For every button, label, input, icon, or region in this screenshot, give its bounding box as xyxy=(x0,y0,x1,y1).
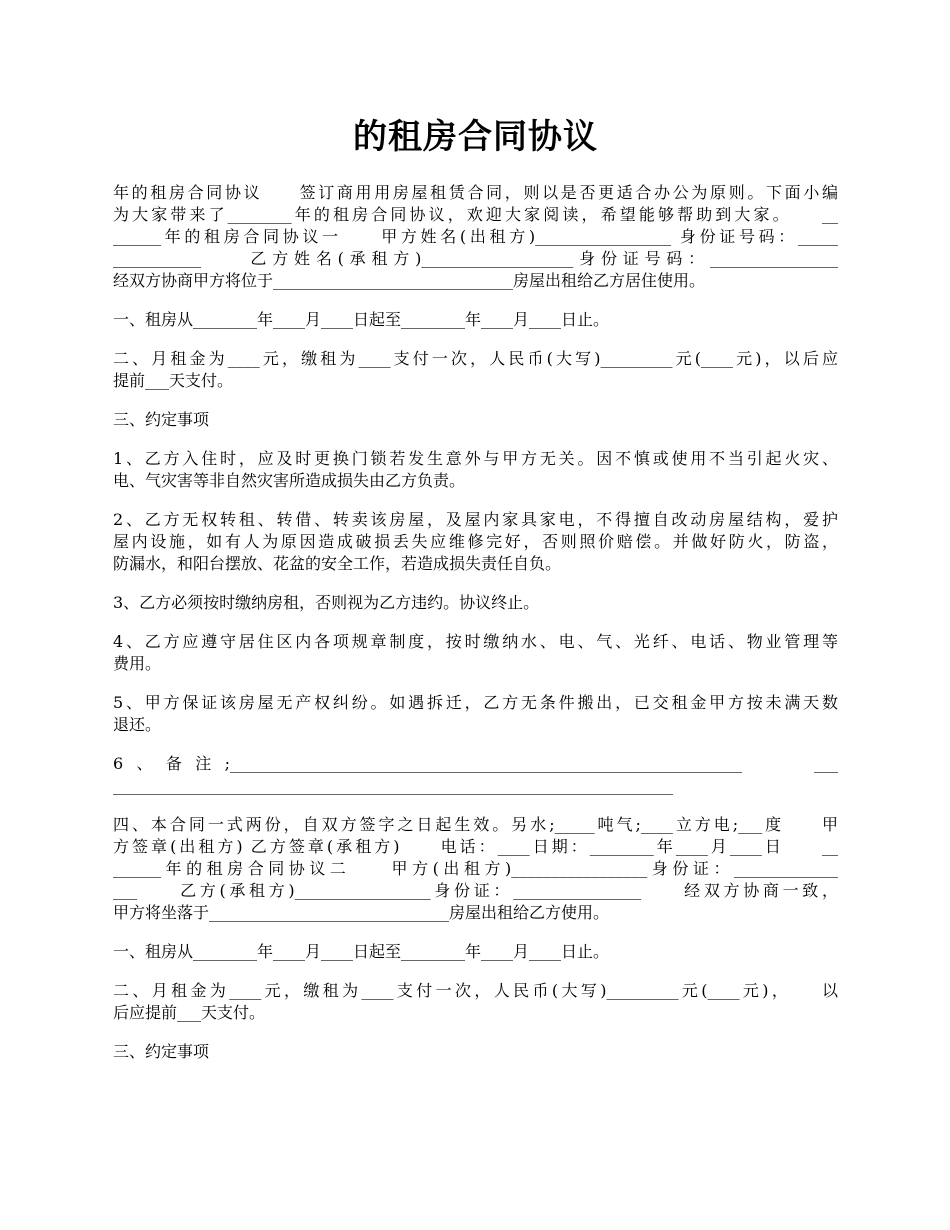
text-line: 方签章(出租方) 乙方签章(承租方) 电话：____日期：________年____月____日 __ xyxy=(113,837,838,856)
clause-3-heading-2 xyxy=(113,1041,838,1063)
text-line: 一、租房从________年____月____日起至________年____月____日止。 xyxy=(113,310,610,329)
text-line: 甲方将坐落于______________________________房屋出租给乙方使用。 xyxy=(113,903,610,922)
text-line: 提前___天支付。 xyxy=(113,371,234,390)
clause-1-rent-period xyxy=(113,309,838,331)
page-title: 的租房合同协议 xyxy=(353,117,598,157)
text-line: 三、约定事项 xyxy=(113,1042,210,1061)
text-line: 2、乙方无权转租、转借、转卖该房屋，及屋内家具家电，不得擅自改动房屋结构，爱护 xyxy=(113,510,838,529)
clause-2-monthly-rent xyxy=(113,348,838,392)
item-1 xyxy=(113,448,838,492)
item-4 xyxy=(113,631,838,675)
text-line: ___ 乙方(承租方)_________________身份证：________________ 经双方协商一致， xyxy=(113,881,838,900)
item-5 xyxy=(113,692,838,736)
item-2 xyxy=(113,509,838,575)
clause-4-and-contract-two xyxy=(113,814,838,924)
clause-2-monthly-rent-2 xyxy=(113,980,838,1024)
text-line: 后应提前___天支付。 xyxy=(113,1003,266,1022)
item-3 xyxy=(113,592,838,614)
text-line: 为大家带来了________年的租房合同协议，欢迎大家阅读，希望能够帮助到大家。 __ xyxy=(113,205,838,224)
text-line: 年的租房合同协议 签订商用用房屋租赁合同，则以是否更适合办公为原则。下面小编 xyxy=(113,183,838,202)
text-line: ___________ 乙方姓名(承租方)___________________身份证号码：________________ xyxy=(113,249,838,268)
clause-1-rent-period-2 xyxy=(113,941,838,963)
text-line: 二、月租金为____元，缴租为____支付一次，人民币(大写)_________元(____元)，以后应 xyxy=(113,349,838,368)
text-line: 1、乙方入住时，应及时更换门锁若发生意外与甲方无关。因不慎或使用不当引起火灾、 xyxy=(113,449,838,468)
text-line: 三、约定事项 xyxy=(113,410,210,429)
text-line: 6、备注;________________________________________________________________ ___ xyxy=(113,754,838,773)
text-line: 四、本合同一式两份，自双方签字之日起生效。另水;_____吨气;____立方电;___度 甲 xyxy=(113,815,838,834)
text-line: 屋内设施，如有人为原因造成破损丢失应维修完好，否则照价赔偿。并做好防火，防盗， xyxy=(113,532,838,551)
text-line: 经双方协商甲方将位于______________________________房屋出租给乙方居住使用。 xyxy=(113,271,706,290)
item-6-remarks xyxy=(113,753,838,797)
clause-3-heading xyxy=(113,409,838,431)
text-line: 一、租房从________年____月____日起至________年____月____日止。 xyxy=(113,942,610,961)
text-line: ______年的租房合同协议二 甲方(出租方)_________________身份证：_____________ xyxy=(113,859,838,878)
intro-paragraph xyxy=(113,182,838,292)
text-line: 防漏水，和阳台摆放、花盆的安全工作，若造成损失责任自负。 xyxy=(113,554,562,573)
text-line: 5、甲方保证该房屋无产权纠纷。如遇拆迁，乙方无条件搬出，已交租金甲方按未满天数 xyxy=(113,693,838,712)
text-line: 4、乙方应遵守居住区内各项规章制度，按时缴纳水、电、气、光纤、电话、物业管理等 xyxy=(113,632,838,651)
text-line: 二、月租金为____元，缴租为____支付一次，人民币(大写)_________元(____元)， 以 xyxy=(113,981,838,1000)
text-line: 电、气灾害等非自然灾害所造成损失由乙方负责。 xyxy=(113,471,466,490)
document-body xyxy=(113,182,838,1063)
text-line: 费用。 xyxy=(113,654,162,673)
text-line: 退还。 xyxy=(113,715,162,734)
text-line: ______________________________________________________________________ xyxy=(113,776,673,795)
text-line: 3、乙方必须按时缴纳房租，否则视为乙方违约。协议终止。 xyxy=(113,593,540,612)
text-line: ______年的租房合同协议一 甲方姓名(出租方)_________________ 身份证号码：_____ xyxy=(113,227,838,246)
